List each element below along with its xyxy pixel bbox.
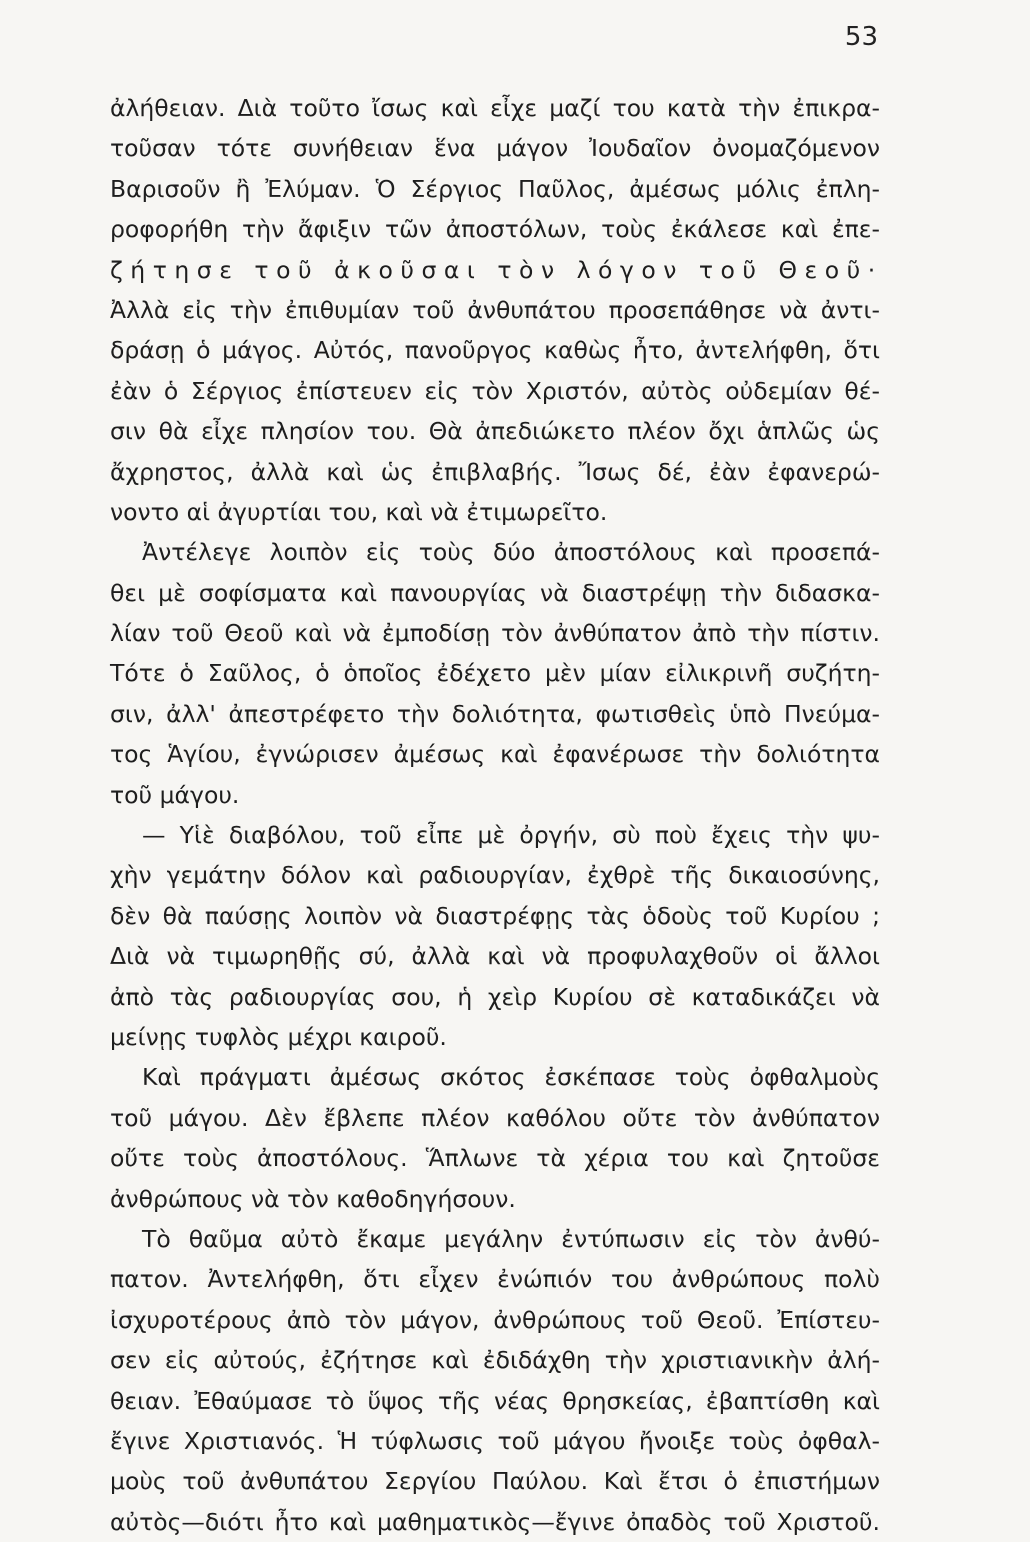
paragraph-first-line: — Υἱὲ διαβόλου, τοῦ εἶπε μὲ ὀργήν, σὺ ποὺ ἔχεις τὴν ψυ- [142, 821, 880, 850]
text-line: ζήτησε τοῦ ἀκοῦσαι τὸν λόγον τοῦ Θεοῦ· [110, 255, 883, 284]
text-line: μείνῃς τυφλὸς μέχρι καιροῦ. [110, 1022, 447, 1051]
text-line: δὲν θὰ παύσῃς λοιπὸν νὰ διαστρέφῃς τὰς ὁδοὺς τοῦ Κυρίου ; [110, 901, 880, 930]
text-line: τοῦ μάγου. [110, 780, 240, 809]
text-line: πατον. Ἀντελήφθη, ὅτι εἶχεν ἐνώπιόν του ἀνθρώπους πολὺ [110, 1265, 880, 1294]
body-text [110, 88, 883, 1542]
text-line: σιν θὰ εἶχε πλησίον του. Θὰ ἀπεδιώκετο πλέον ὄχι ἁπλῶς ὡς [110, 417, 880, 446]
text-line: Βαρισοῦν ἢ Ἐλύμαν. Ὁ Σέργιος Παῦλος, ἀμέσως μόλις ἐπλη- [110, 174, 880, 203]
text-line: ἐὰν ὁ Σέργιος ἐπίστευεν εἰς τὸν Χριστόν, αὐτὸς οὐδεμίαν θέ- [110, 376, 880, 405]
text-line: τοῦ μάγου. Δὲν ἔβλεπε πλέον καθόλου οὔτε τὸν ἀνθύπατον [110, 1103, 880, 1132]
text-line: αὐτὸς—διότι ἦτο καὶ μαθηματικὸς—ἔγινε ὀπαδὸς τοῦ Χριστοῦ. [110, 1507, 880, 1536]
text-line: ἔγινε Χριστιανός. Ἡ τύφλωσις τοῦ μάγου ἤνοιξε τοὺς ὀφθαλ- [110, 1426, 880, 1455]
text-line: θει μὲ σοφίσματα καὶ πανουργίας νὰ διαστρέψῃ τὴν διδασκα- [110, 578, 880, 607]
paragraph-first-line: Ἀντέλεγε λοιπὸν εἰς τοὺς δύο ἀποστόλους καὶ προσεπά- [142, 538, 880, 567]
text-line: σεν εἰς αὐτούς, ἐζήτησε καὶ ἐδιδάχθη τὴν χριστιανικὴν ἀλή- [110, 1346, 880, 1375]
text-line: θειαν. Ἐθαύμασε τὸ ὕψος τῆς νέας θρησκείας, ἐβαπτίσθη καὶ [110, 1386, 880, 1415]
text-line: Ἀλλὰ εἰς τὴν ἐπιθυμίαν τοῦ ἀνθυπάτου προσεπάθησε νὰ ἀντι- [110, 295, 880, 324]
text-line: ἰσχυροτέρους ἀπὸ τὸν μάγον, ἀνθρώπους τοῦ Θεοῦ. Ἐπίστευ- [110, 1305, 880, 1334]
text-line: χὴν γεμάτην δόλον καὶ ραδιουργίαν, ἐχθρὲ τῆς δικαιοσύνης, [110, 861, 880, 890]
text-line: μοὺς τοῦ ἀνθυπάτου Σεργίου Παύλου. Καὶ ἔτσι ὁ ἐπιστήμων [110, 1467, 880, 1496]
text-line: ροφορήθη τὴν ἄφιξιν τῶν ἀποστόλων, τοὺς ἐκάλεσε καὶ ἐπε- [110, 215, 880, 244]
text-line: τος Ἁγίου, ἐγνώρισεν ἀμέσως καὶ ἐφανέρωσε τὴν δολιότητα [110, 740, 880, 769]
page-number: 53 [844, 22, 878, 52]
text-line: οὔτε τοὺς ἀποστόλους. Ἅπλωνε τὰ χέρια του καὶ ζητοῦσε [110, 1144, 880, 1173]
text-line: Τότε ὁ Σαῦλος, ὁ ὁποῖος ἐδέχετο μὲν μίαν εἰλικρινῆ συζήτη- [110, 659, 880, 688]
text-line: νοντο αἱ ἀγυρτίαι του, καὶ νὰ ἐτιμωρεῖτο. [110, 497, 608, 526]
text-line: τοῦσαν τότε συνήθειαν ἕνα μάγον Ἰουδαῖον ὀνομαζόμενον [110, 134, 880, 163]
text-line: Διὰ νὰ τιμωρηθῇς σύ, ἀλλὰ καὶ νὰ προφυλαχθοῦν οἱ ἄλλοι [110, 942, 880, 971]
text-line: σιν, ἀλλ' ἀπεστρέφετο τὴν δολιότητα, φωτισθεὶς ὑπὸ Πνεύμα- [110, 699, 880, 728]
text-line: ἀνθρώπους νὰ τὸν καθοδηγήσουν. [110, 1184, 516, 1213]
text-line: ἀπὸ τὰς ραδιουργίας σου, ἡ χεὶρ Κυρίου σὲ καταδικάζει νὰ [110, 982, 880, 1011]
text-line: δράσῃ ὁ μάγος. Αὐτός, πανοῦργος καθὼς ἦτο, ἀντελήφθη, ὅτι [110, 336, 880, 365]
text-line: λίαν τοῦ Θεοῦ καὶ νὰ ἐμποδίσῃ τὸν ἀνθύπατον ἀπὸ τὴν πίστιν. [110, 619, 880, 648]
text-line: ἀλήθειαν. Διὰ τοῦτο ἴσως καὶ εἶχε μαζί του κατὰ τὴν ἐπικρα- [110, 94, 880, 122]
paragraph-first-line: Καὶ πράγματι ἀμέσως σκότος ἐσκέπασε τοὺς ὀφθαλμοὺς [142, 1063, 880, 1092]
paragraph-first-line: Τὸ θαῦμα αὐτὸ ἔκαμε μεγάλην ἐντύπωσιν εἰς τὸν ἀνθύ- [142, 1224, 880, 1253]
text-line: ἄχρηστος, ἀλλὰ καὶ ὡς ἐπιβλαβής. Ἴσως δέ, ἐὰν ἐφανερώ- [110, 457, 880, 486]
